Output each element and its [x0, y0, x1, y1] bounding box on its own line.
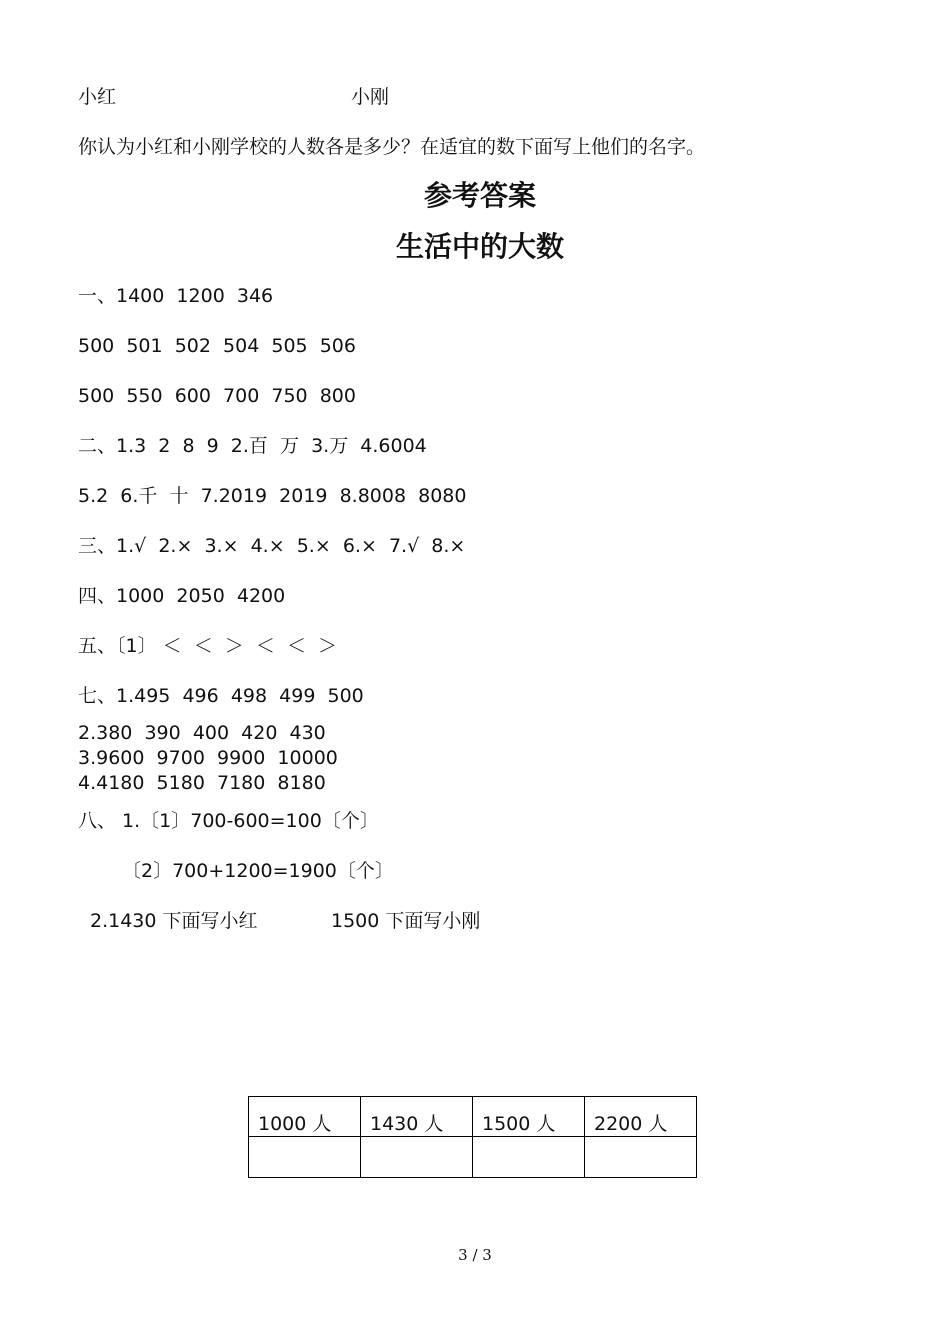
answer-subheading: 生活中的大数 — [395, 230, 564, 263]
table-empty-cell — [473, 1137, 585, 1178]
answer-line: 三、1.√ 2.× 3.× 4.× 5.× 6.× 7.√ 8.× — [78, 535, 466, 557]
answer-line: 一、1400 1200 346 — [78, 285, 274, 307]
answer-heading: 参考答案 — [423, 179, 536, 212]
answer-line: 1500 下面写小刚 — [331, 910, 481, 932]
answer-line: 500 550 600 700 750 800 — [78, 385, 356, 407]
table-header-cell: 2200 人 — [585, 1097, 697, 1137]
answer-line: 四、1000 2050 4200 — [78, 585, 286, 607]
answer-line: 八、 1.〔1〕700-600=100〔个〕 — [78, 810, 379, 832]
table-empty-cell — [249, 1137, 361, 1178]
table-header-cell: 1430 人 — [361, 1097, 473, 1137]
answer-line: 3.9600 9700 9900 10000 — [78, 747, 338, 769]
answer-line: 七、1.495 496 498 499 500 — [78, 685, 364, 707]
answer-line: 5.2 6.千 十 7.2019 2019 8.8008 8080 — [78, 485, 467, 507]
answer-line: 二、1.3 2 8 9 2.百 万 3.万 4.6004 — [78, 435, 427, 457]
table-empty-cell — [361, 1137, 473, 1178]
answer-line: 2.380 390 400 420 430 — [78, 722, 326, 744]
answer-line: 4.4180 5180 7180 8180 — [78, 772, 326, 794]
answer-line: 2.1430 下面写小红 — [90, 910, 258, 932]
table-empty-cell — [585, 1137, 697, 1178]
name-label-xiaohong: 小红 — [78, 86, 117, 108]
question-text: 你认为小红和小刚学校的人数各是多少？在适宜的数下面写上他们的名字。 — [78, 136, 706, 158]
answer-line: 〔2〕700+1200=1900〔个〕 — [122, 860, 394, 882]
answer-line: 五、〔1〕 ＜ ＜ ＞ ＜ ＜ ＞ — [78, 635, 338, 657]
answer-line: 500 501 502 504 505 506 — [78, 335, 356, 357]
page-number: 3 / 3 — [458, 1246, 492, 1264]
name-label-xiaogang: 小刚 — [351, 86, 390, 108]
table-header-cell: 1500 人 — [473, 1097, 585, 1137]
table-header-cell: 1000 人 — [249, 1097, 361, 1137]
student-count-table — [248, 1096, 697, 1178]
